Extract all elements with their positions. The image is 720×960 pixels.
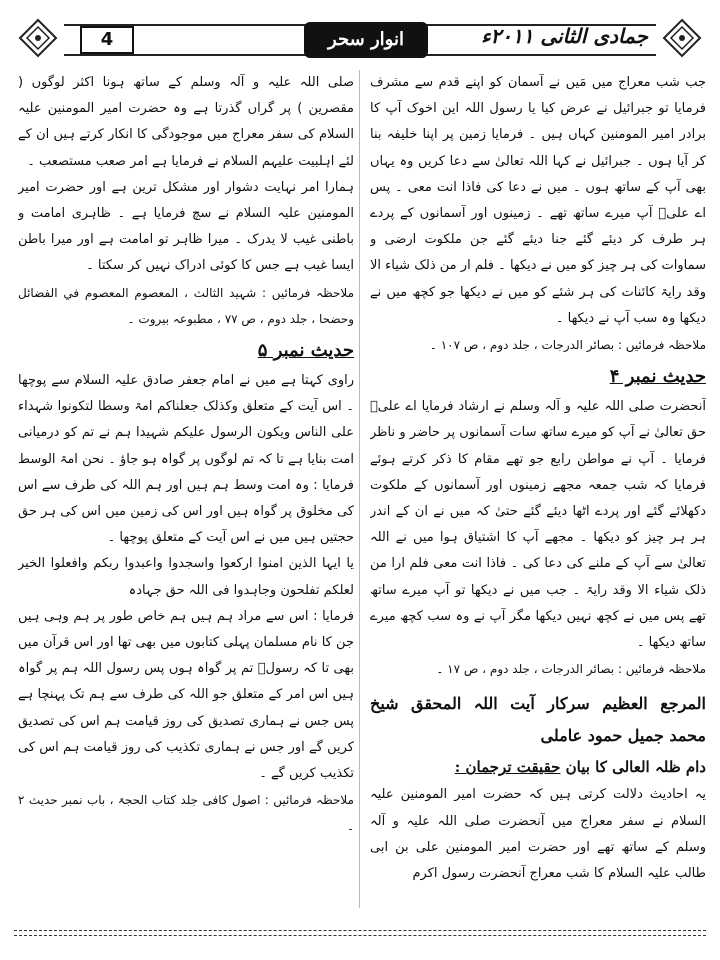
hadith-5-intro: راوی کہتا ہے میں نے امام جعفر صادق علیہ السلام سے پوچھا ۔ اس آیت کے متعلق وکذلک جعلناکم امۃ وسطا لتکونوا شہداء علی الناس ویکون الرسول علیکم شہیدا ہم نے تم کو درمیانی امت بنایا ہے تا کہ تم لوگوں پر گواہ ہو جاؤ ۔ نحن امۃ الوسط فرمایا : وہ امت وسط ہم ہیں اور ہم اللہ کی طرف سے اس کی مخلوق پر گواہ ہیں اور اس کی زمین میں اس کی ہر حق حجتیں ہیں میں نے اس آیت کے متعلق پوچھا ۔ — [18, 373, 354, 546]
scholar-subtitle-a: دام ظلہ العالی کا بیان — [560, 758, 706, 777]
scholar-title: المرجع العظیم سرکار آیت اللہ المحقق شیخ محمد جمیل حمود عاملی — [370, 694, 706, 746]
quranic-verse: یا ایہا الذین امنوا ارکعوا واسجدوا واعبدوا ربکم وافعلوا الخیر لعلکم تفلحون وجاہدوا فی اللہ حق جہادہ — [18, 556, 354, 598]
issue-date: جمادی الثانی ۲۰۱۱ء — [481, 24, 648, 48]
ornament-left-icon — [18, 18, 58, 58]
right-column — [370, 70, 706, 908]
left-column — [18, 70, 354, 908]
hadith-5-heading: حدیث نمبر ۵ — [257, 340, 354, 362]
page-header — [14, 12, 706, 66]
intro-paragraph: جب شب معراج میں مَیں نے آسمان کو اپنے قدم سے مشرف فرمایا تو جبرائیل نے عرض کیا یا رسول اللہ این اخوک آپ کا برادر امیر المومنین کہاں ہیں ۔ فرمایا زمین پر اپنا خلیفہ بنا کر آیا ہوں ۔ جبرائیل نے کہا اللہ تعالیٰ سے دعا کریں وہ یہاں بھی آپ کے ساتھ ہوں ۔ میں نے دعا کی فاذا انت معی ۔ پس اے علیؑ آپ میرے ساتھ تھے ۔ زمینوں اور آسمانوں کے پردے ہر طرف کر دیئے گئے جنا دیئے گئے جن ملکوت ارضی و سماوات کی ہر چیز کو میں نے دیکھا ۔ فلم ار من ذلک شیاء الا وقد رایۃ کائنات کی ہر شئے کو میں نے دیکھا جو کچھ میں نے دیکھا وہ سب آپ نے دیکھا ۔ — [370, 75, 706, 326]
footer-rule — [14, 930, 706, 936]
reference-3: ملاحظہ فرمائیں : شہید الثالث ، المعصوم المعصوم في الفضائل وحضحا ، جلد دوم ، ص ۷۷ ، مطبوعہ بیروت ۔ — [18, 285, 354, 326]
continued-paragraph: صلی اللہ علیہ و آلہ وسلم کے ساتھ ہونا اکثر لوگوں ( مقصرین ) پر گراں گذرتا ہے وہ حضرت امیر المومنین علیہ السلام کی سفر معراج میں موجودگی کا انکار کرتے ہیں ان کے لئے اہلبیت علیہم السلام نے فرمایا ہے امر صعب مستصعب ۔ — [18, 75, 354, 169]
reference-4: ملاحظہ فرمائیں : اصول کافی جلد کتاب الحجۃ ، باب نمبر حدیث ۲ ۔ — [18, 793, 354, 834]
ornament-right-icon — [662, 18, 702, 58]
hadith-4-text: آنحضرت صلی اللہ علیہ و آلہ وسلم نے ارشاد فرمایا اے علیؑ حق تعالیٰ نے آپ کو میرے ساتھ سات آسمانوں پر حاضر و ناظر فرمایا ۔ آپ نے مواطن رابع جو تھے مقام کا ذکر کرتے ہوئے فرمایا کہ شب جمعہ مجھے زمینوں اور آسمانوں کے ملکوت دکھلائے گئے اور پردے اٹھا دیئے گئے حتیٰ کہ میں نے ان کے اندر ہر ہر چیز کو دیکھا ۔ مجھے آپ کا اشتیاق ہوا میں نے اللہ تعالیٰ سے آپ کے ملنے کی دعا کی ۔ فاذا انت معی فلم ارا من ذلک شیاء الا وقد رایۃ ۔ جب میں نے دیکھا تو آپ میرے ساتھ تھے پس میں نے کچھ نہیں دیکھا مگر آپ نے وہ سب کچھ میرے ساتھ دیکھا ۔ — [370, 399, 706, 651]
scholar-subtitle — [370, 752, 706, 782]
closing-paragraph: یہ احادیث دلالت کرتی ہیں کہ حضرت امیر المومنین علیہ السلام نے سفر معراج میں آنحضرت صلی اللہ علیہ و آلہ وسلم کے ساتھ تھے اور حضرت امیر المومنین علی بن ابی طالب علیہ السلام کا شب معراج آنحضرت رسول اکرم — [370, 787, 706, 882]
column-divider — [359, 70, 360, 908]
paragraph-2: ہمارا امر نہایت دشوار اور مشکل ترین ہے اور حضرت امیر المومنین علیہ السلام نے سچ فرمایا ہے ۔ ظاہری امامت و باطنی غیب لا یدرک ۔ میرا ظاہر تو امامت ہے اور میرا باطن ایسا غیب ہے جس کا کوئی ادراک نہیں کر سکتا ۔ — [18, 179, 354, 274]
reference-1: ملاحظہ فرمائیں : بصائر الدرجات ، جلد دوم ، ص ۱۰۷ ۔ — [429, 338, 706, 353]
page-number: 4 — [80, 26, 134, 54]
hadith-4-heading: حدیث نمبر ۴ — [609, 366, 706, 388]
magazine-logo: انوار سحر — [304, 22, 428, 58]
hadith-5-explanation: فرمایا : اس سے مراد ہم ہیں ہم خاص طور پر ہم وہی ہیں جن کا نام مسلمان پہلی کتابوں میں بھی تھا اور اس قرآن میں بھی تا کہ رسولؐ تم پر گواہ ہوں پس رسول اللہ ہم پر گواہ ہیں اس امر کے متعلق جو اللہ کی طرف سے ہم تک پہنچا ہے پس جس نے ہماری تصدیق کی روز قیامت ہم اس کی تصدیق کریں گے اور جس نے ہماری تکذیب کی روز قیامت ہم اس کی تکذیب کریں گے ۔ — [18, 608, 354, 782]
reference-2: ملاحظہ فرمائیں : بصائر الدرجات ، جلد دوم ، ص ۱۷ ۔ — [436, 662, 706, 677]
scholar-subtitle-b: حقیقت ترجمان : — [454, 758, 561, 777]
